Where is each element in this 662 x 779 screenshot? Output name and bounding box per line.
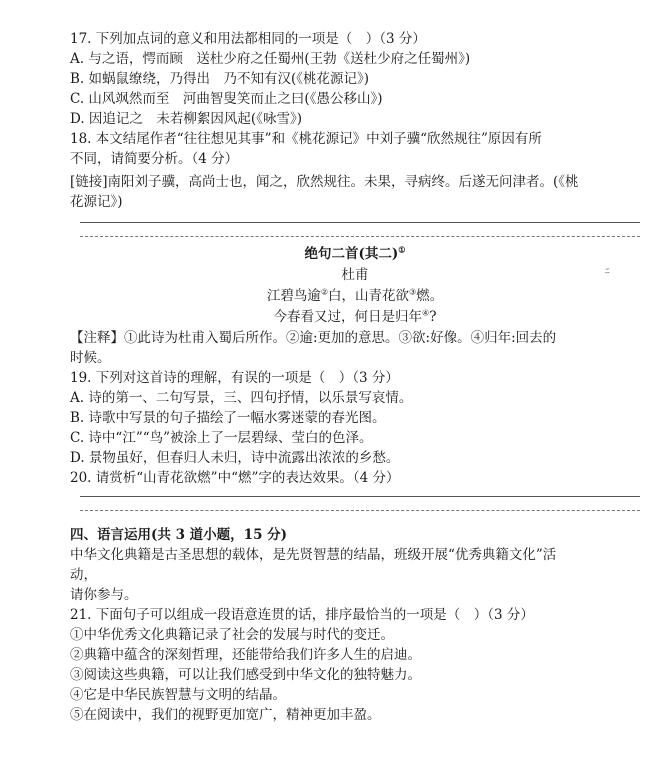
section4-intro-line2: 动， xyxy=(70,567,97,583)
q19-option-b: B. 诗歌中写景的句子描绘了一幅水雾迷蒙的春光图。 xyxy=(70,410,386,426)
q17-option-d: D. 因追记之 未若柳絮因风起(《咏雪》) xyxy=(70,111,302,127)
poem-author: 杜甫 xyxy=(341,267,369,283)
section4-heading: 四、语言运用(共 3 道小题，15 分) xyxy=(70,527,288,543)
poem-notes-line1: 【注释】①此诗为杜甫入蜀后所作。②逾:更加的意思。③欲:好像。④归年:回去的 xyxy=(70,330,557,346)
q19-option-a: A. 诗的第一、二句写景，三、四句抒情，以乐景写哀情。 xyxy=(70,390,413,406)
poem-line-1: 江碧鸟逾②白，山青花欲③燃。 xyxy=(266,287,444,304)
poem-line-2: 今春看又过，何日是归年④? xyxy=(273,308,437,325)
q19-stem: 19. 下列对这首诗的理解，有误的一项是（ ）（3 分） xyxy=(70,370,399,386)
q18-link-line1: [链接]南阳刘子骥，高尚士也，闻之，欣然规往。未果，寻病终。后遂无问津者。(《桃 xyxy=(70,174,579,190)
q18-link-line2: 花源记》) xyxy=(70,194,123,210)
answer-rule xyxy=(80,222,640,223)
answer-rule xyxy=(80,496,640,497)
q19-option-d: D. 景物虽好，但春归人未归，诗中流露出浓浓的乡愁。 xyxy=(70,450,400,466)
q21-sentence-5: ⑤在阅读中，我们的视野更加宽广，精神更加丰盈。 xyxy=(70,707,381,723)
q21-sentence-2: ②典籍中蕴含的深刻哲理，还能带给我们许多人生的启迪。 xyxy=(70,647,421,663)
q20-stem: 20. 请赏析“山青花欲燃”中“燃”字的表达效果。（4 分） xyxy=(70,470,400,486)
section-divider xyxy=(80,510,640,511)
section4-intro-line3: 请你参与。 xyxy=(70,587,138,603)
stray-mark: ﾆ xyxy=(605,267,610,277)
q17-option-b: B. 如蜗鼠缭绕，乃得出 乃不知有汉(《桃花源记》) xyxy=(70,71,370,87)
q17-stem: 17. 下列加点词的意义和用法都相同的一项是（ ）（3 分） xyxy=(70,31,426,47)
poem-notes-line2: 时候。 xyxy=(70,350,111,366)
q18-stem-line1: 18. 本文结尾作者“往往想见其事”和《桃花源记》中刘子骥“欣然规往”原因有所 xyxy=(70,131,542,147)
q17-option-a: A. 与之语，愕而顾 送杜少府之任蜀州(王勃《送杜少府之任蜀州》) xyxy=(70,51,471,67)
q18-stem-line2: 不同，请简要分析。（4 分） xyxy=(70,151,239,167)
q19-option-c: C. 诗中“江”“鸟”被涂上了一层碧绿、莹白的色泽。 xyxy=(70,430,373,446)
q21-sentence-4: ④它是中华民族智慧与文明的结晶。 xyxy=(70,687,286,703)
section4-intro-line1: 中华文化典籍是古圣思想的载体，是先贤智慧的结晶，班级开展“优秀典籍文化”活 xyxy=(70,547,557,563)
q21-sentence-3: ③阅读这些典籍，可以让我们感受到中华文化的独特魅力。 xyxy=(70,667,421,683)
section-divider xyxy=(80,236,640,237)
q21-stem: 21. 下面句子可以组成一段语意连贯的话，排序最恰当的一项是（ ）（3 分） xyxy=(70,607,534,623)
poem-title: 绝句二首(其二)① xyxy=(304,244,406,262)
q21-sentence-1: ①中华优秀文化典籍记录了社会的发展与时代的变迁。 xyxy=(70,627,394,643)
q17-option-c: C. 山风飒然而至 河曲智叟笑而止之曰(《愚公移山》) xyxy=(70,91,383,107)
